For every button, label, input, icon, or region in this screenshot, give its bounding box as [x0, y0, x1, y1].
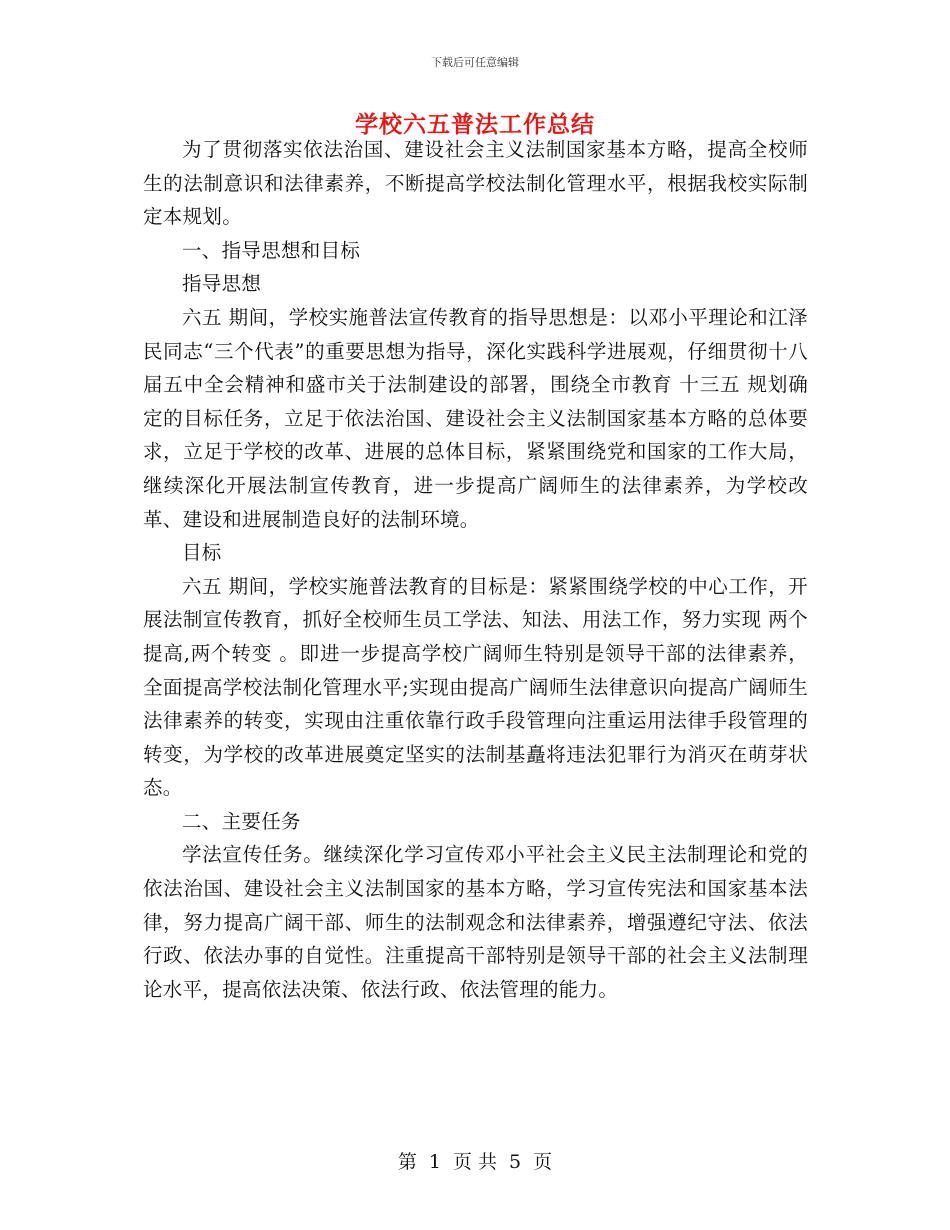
paragraph-guiding-thought: 六五 期间，学校实施普法宣传教育的指导思想是：以邓小平理论和江泽民同志“三个代表”的重要思想为指导，深化实践科学进展观，仔细贯彻十八届五中全会精神和盛市关于法制建设的部署，围绕全市教育 十三五 规划确定的目标任务，立足于依法治国、建设社会主义法制国家基本方略的总体要求，立足于学校的改革、进展的总体目标，紧紧围绕党和国家的工作大局，继续深化开展法制宣传教育，进一步提高广阔师生的法律素养，为学校改革、建设和进展制造良好的法制环境。: [143, 305, 808, 531]
footer-suffix: 页: [533, 1151, 553, 1173]
header-note: 下载后可任意编辑: [431, 56, 519, 69]
subheading-goal: 目标: [182, 541, 222, 565]
paragraph-intro: 为了贯彻落实依法治国、建设社会主义法制国家基本方略，提高全校师生的法制意识和法律素养，不断提高学校法制化管理水平，根据我校实际制定本规划。: [143, 138, 808, 229]
document-title: 学校六五普法工作总结: [355, 112, 595, 138]
section-heading-2: 二、主要任务: [182, 809, 301, 833]
document-body: [143, 133, 808, 1006]
section-heading-1: 一、指导思想和目标: [182, 238, 361, 262]
footer-total-pages: 5: [509, 1151, 522, 1173]
paragraph-tasks: 学法宣传任务。继续深化学习宣传邓小平社会主义民主法制理论和党的依法治国、建设社会主义法制国家的基本方略，学习宣传宪法和国家基本法律，努力提高广阔干部、师生的法制观念和法律素养，增强遵纪守法、依法行政、依法办事的自觉性。注重提高干部特别是领导干部的社会主义法制理论水平，提高依法决策、依法行政、依法管理的能力。: [143, 843, 808, 1001]
paragraph-goal: 六五 期间，学校实施普法教育的目标是：紧紧围绕学校的中心工作，开展法制宣传教育，抓好全校师生员工学法、知法、用法工作，努力实现 两个提高,两个转变 。即进一步提高学校广阔师生特别是领导干部的法律素养，全面提高学校法制化管理水平;实现由提高广阔师生法律意识向提高广阔师生法律素养的转变，实现由注重依靠行政手段管理向注重运用法律手段管理的转变，为学校的改革进展奠定坚实的法制基矗将违法犯罪行为消灭在萌芽状态。: [143, 574, 808, 800]
subheading-guiding-thought: 指导思想: [182, 272, 262, 296]
footer-middle: 页 共: [452, 1151, 498, 1173]
footer-page-number: 1: [428, 1151, 441, 1173]
footer-prefix: 第: [397, 1151, 417, 1173]
page-footer: [0, 1147, 950, 1174]
